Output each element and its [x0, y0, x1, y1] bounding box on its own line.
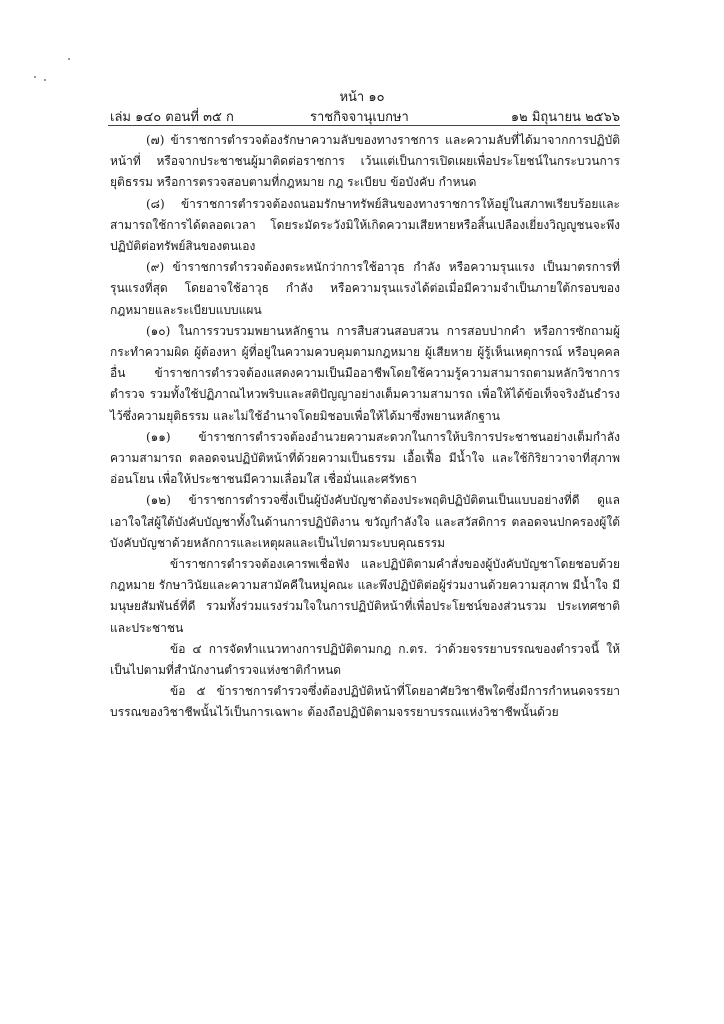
article-5: ข้อ ๕ ข้าราชการตำรวจซึ่งต้องปฏิบัติหน้าที่โดยอาศัยวิชาชีพใดซึ่งมีการกำหนดจรรยาบรรณของวิชาชีพนั้นไว้เป็นการเฉพาะ ต้องถือปฏิบัติตามจรรยาบรรณแห่งวิชาชีพนั้นด้วย — [110, 684, 620, 720]
page-number: หน้า ๑๐ — [339, 90, 385, 105]
clause-11: (๑๑) ข้าราชการตำรวจต้องอำนวยความสะดวกในการให้บริการประชาชนอย่างเต็มกำลังความสามารถ ตลอดจนปฏิบัติหน้าที่ด้วยความเป็นธรรม เอื้อเฟื้อ มีน้ำใจ และใช้กิริยาวาจาที่สุภาพอ่อนโยน เพื่อให้ประชาชนมีความเลื่อมใส เชื่อมั่นและศรัทธา — [110, 429, 620, 487]
clause-12: (๑๒) ข้าราชการตำรวจซึ่งเป็นผู้บังคับบัญชาต้องประพฤติปฏิบัติตนเป็นแบบอย่างที่ดี ดูแลเอาใจใส่ผู้ใต้บังคับบัญชาทั้งในด้านการปฏิบัติงาน ขวัญกำลังใจ และสวัสดิการ ตลอดจนปกครองผู้ใต้บังคับบัญชาด้วยหลักการและเหตุผลและเป็นไปตามระบบคุณธรรม — [110, 493, 620, 550]
document-body — [110, 130, 620, 724]
scan-speck — [34, 76, 36, 78]
header-rule — [108, 125, 620, 126]
scan-speck — [44, 79, 46, 81]
clause-10: (๑๐) ในการรวบรวมพยานหลักฐาน การสืบสวนสอบสวน การสอบปากคำ หรือการซักถามผู้กระทำความผิด ผู้ต้องหา ผู้ที่อยู่ในความควบคุมตามกฎหมาย ผู้เสียหาย ผู้รู้เห็นเหตุการณ์ หรือบุคคลอื่น ข้าราชการตำรวจต้องแสดงความเป็นมืออาชีพโดยใช้ความรู้ความสามารถตามหลักวิชาการตำรวจ รวมทั้งใช้ปฏิภาณไหวพริบและสติปัญญาอย่างเต็มความสามารถ เพื่อให้ได้ข้อเท็จจริงอันธำรงไว้ซึ่งความยุติธรรม และไม่ใช้อำนาจโดยมิชอบเพื่อให้ได้มาซึ่งพยานหลักฐาน — [110, 323, 620, 423]
publication-date: ๑๒ มิถุนายน ๒๕๖๖ — [510, 110, 620, 125]
scan-speck — [68, 58, 70, 60]
gazette-header — [110, 106, 620, 124]
publication-name: ราชกิจจานุเบกษา — [310, 110, 409, 125]
clause-8: (๘) ข้าราชการตำรวจต้องถนอมรักษาทรัพย์สินของทางราชการให้อยู่ในสภาพเรียบร้อยและสามารถใช้การได้ตลอดเวลา โดยระมัดระวังมิให้เกิดความเสียหายหรือสิ้นเปลืองเยี่ยงวิญญูชนจะพึงปฏิบัติต่อทรัพย์สินของตนเอง — [110, 196, 620, 254]
volume-issue: เล่ม ๑๔๐ ตอนที่ ๓๕ ก — [110, 110, 234, 125]
clause-12-continuation: ข้าราชการตำรวจต้องเคารพเชื่อฟัง และปฏิบัติตามคำสั่งของผู้บังคับบัญชาโดยชอบด้วยกฎหมาย รักษาวินัยและความสามัคคีในหมู่คณะ และพึงปฏิบัติต่อผู้ร่วมงานด้วยความสุภาพ มีน้ำใจ มีมนุษยสัมพันธ์ที่ดี รวมทั้งร่วมแรงร่วมใจในการปฏิบัติหน้าที่เพื่อประโยชน์ของส่วนรวม ประเทศชาติ และประชาชน — [110, 557, 620, 635]
article-4: ข้อ ๔ การจัดทำแนวทางการปฏิบัติตามกฎ ก.ตร. ว่าด้วยจรรยาบรรณของตำรวจนี้ ให้เป็นไปตามที่สำนักงานตำรวจแห่งชาติกำหนด — [110, 641, 620, 678]
clause-9: (๙) ข้าราชการตำรวจต้องตระหนักว่าการใช้อาวุธ กำลัง หรือความรุนแรง เป็นมาตรการที่รุนแรงที่สุด โดยอาจใช้อาวุธ กำลัง หรือความรุนแรงได้ต่อเมื่อมีความจำเป็นภายใต้กรอบของกฎหมายและระเบียบแบบแผน — [110, 260, 620, 317]
clause-7: (๗) ข้าราชการตำรวจต้องรักษาความลับของทางราชการ และความลับที่ได้มาจากการปฏิบัติหน้าที่ หรือจากประชาชนผู้มาติดต่อราชการ เว้นแต่เป็นการเปิดเผยเพื่อประโยชน์ในกระบวนการยุติธรรม หรือการตรวจสอบตามที่กฎหมาย กฎ ระเบียบ ข้อบังคับ กำหนด — [110, 133, 620, 190]
